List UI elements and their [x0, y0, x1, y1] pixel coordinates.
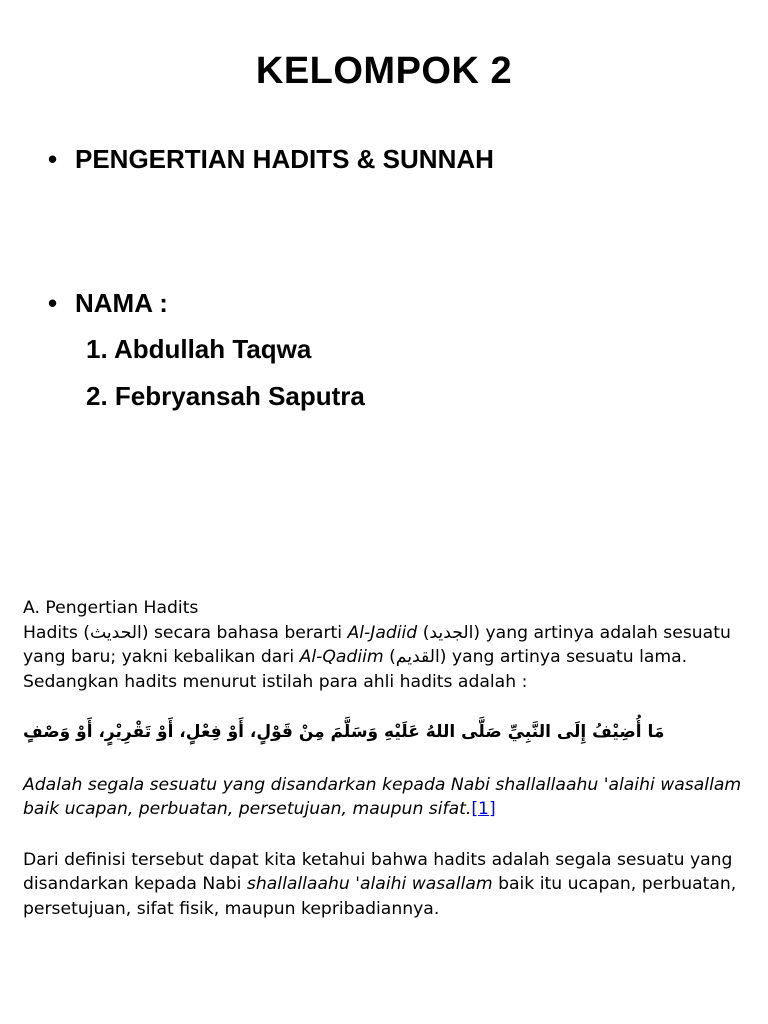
- slide-title: KELOMPOK 2: [255, 50, 513, 92]
- arabic-word-hadits: الحديث: [90, 622, 142, 643]
- text-segment: baik itu ucapan, perbuatan, persetujuan, sifat fisik, maupun kepribadiannya.: [23, 874, 737, 919]
- bullet-dot: •: [48, 288, 58, 318]
- translation-text: Adalah segala sesuatu yang disandarkan kepada Nabi shallallaahu 'alaihi wasallam baik ucapan, perbuatan, persetujuan, maupun sifat.: [23, 774, 742, 819]
- conclusion-paragraph: [23, 848, 753, 922]
- bullet-dot: •: [48, 144, 58, 174]
- article-body: [23, 596, 753, 921]
- text-segment: ) secara bahasa berarti: [141, 622, 348, 643]
- arabic-word-qadiim: القديم: [395, 647, 440, 667]
- bullet-names: [48, 288, 168, 319]
- arabic-word-jadiid: الجديد: [429, 622, 474, 643]
- member-2: 2. Febryansah Saputra: [86, 381, 365, 411]
- term-al-qadiim: Al-Qadiim: [299, 647, 384, 667]
- honorific-italic: shallallaahu 'alaihi wasallam: [246, 874, 493, 894]
- term-al-jadiid: Al-Jadiid: [347, 622, 418, 643]
- section-heading: A. Pengertian Hadits: [23, 598, 199, 618]
- text-segment: (: [417, 622, 430, 643]
- member-1: 1. Abdullah Taqwa: [86, 334, 312, 364]
- names-label: NAMA :: [75, 288, 168, 318]
- definition-paragraph: [23, 621, 753, 695]
- text-segment: (: [383, 647, 396, 667]
- text-segment: ) yang artinya adalah sesuatu yang baru; yakni kebalikan dari: [23, 622, 731, 667]
- translation-paragraph: [23, 773, 753, 822]
- text-segment: ) yang artinya sesuatu lama. Sedangkan hadits menurut istilah para ahli hadits adalah :: [23, 647, 688, 692]
- footnote-link[interactable]: [1]: [471, 799, 496, 819]
- topic-text: PENGERTIAN HADITS & SUNNAH: [75, 144, 494, 174]
- text-segment: Dari definisi tersebut dapat kita ketahui bahwa hadits adalah segala sesuatu yang disandarkan kepada Nabi: [23, 849, 733, 894]
- arabic-definition: مَا أُضِيْفُ إِلَى النَّبِيِّ صَلَّى اللهُ عَلَيْهِ وَسَلَّمَ مِنْ قَوْلٍ، أَوْ فِعْلٍ، أَوْ تَقْرِيْرٍ، أَوْ وَصْفٍ: [23, 722, 665, 742]
- text-segment: Hadits (: [23, 622, 91, 643]
- bullet-topic: [48, 144, 494, 175]
